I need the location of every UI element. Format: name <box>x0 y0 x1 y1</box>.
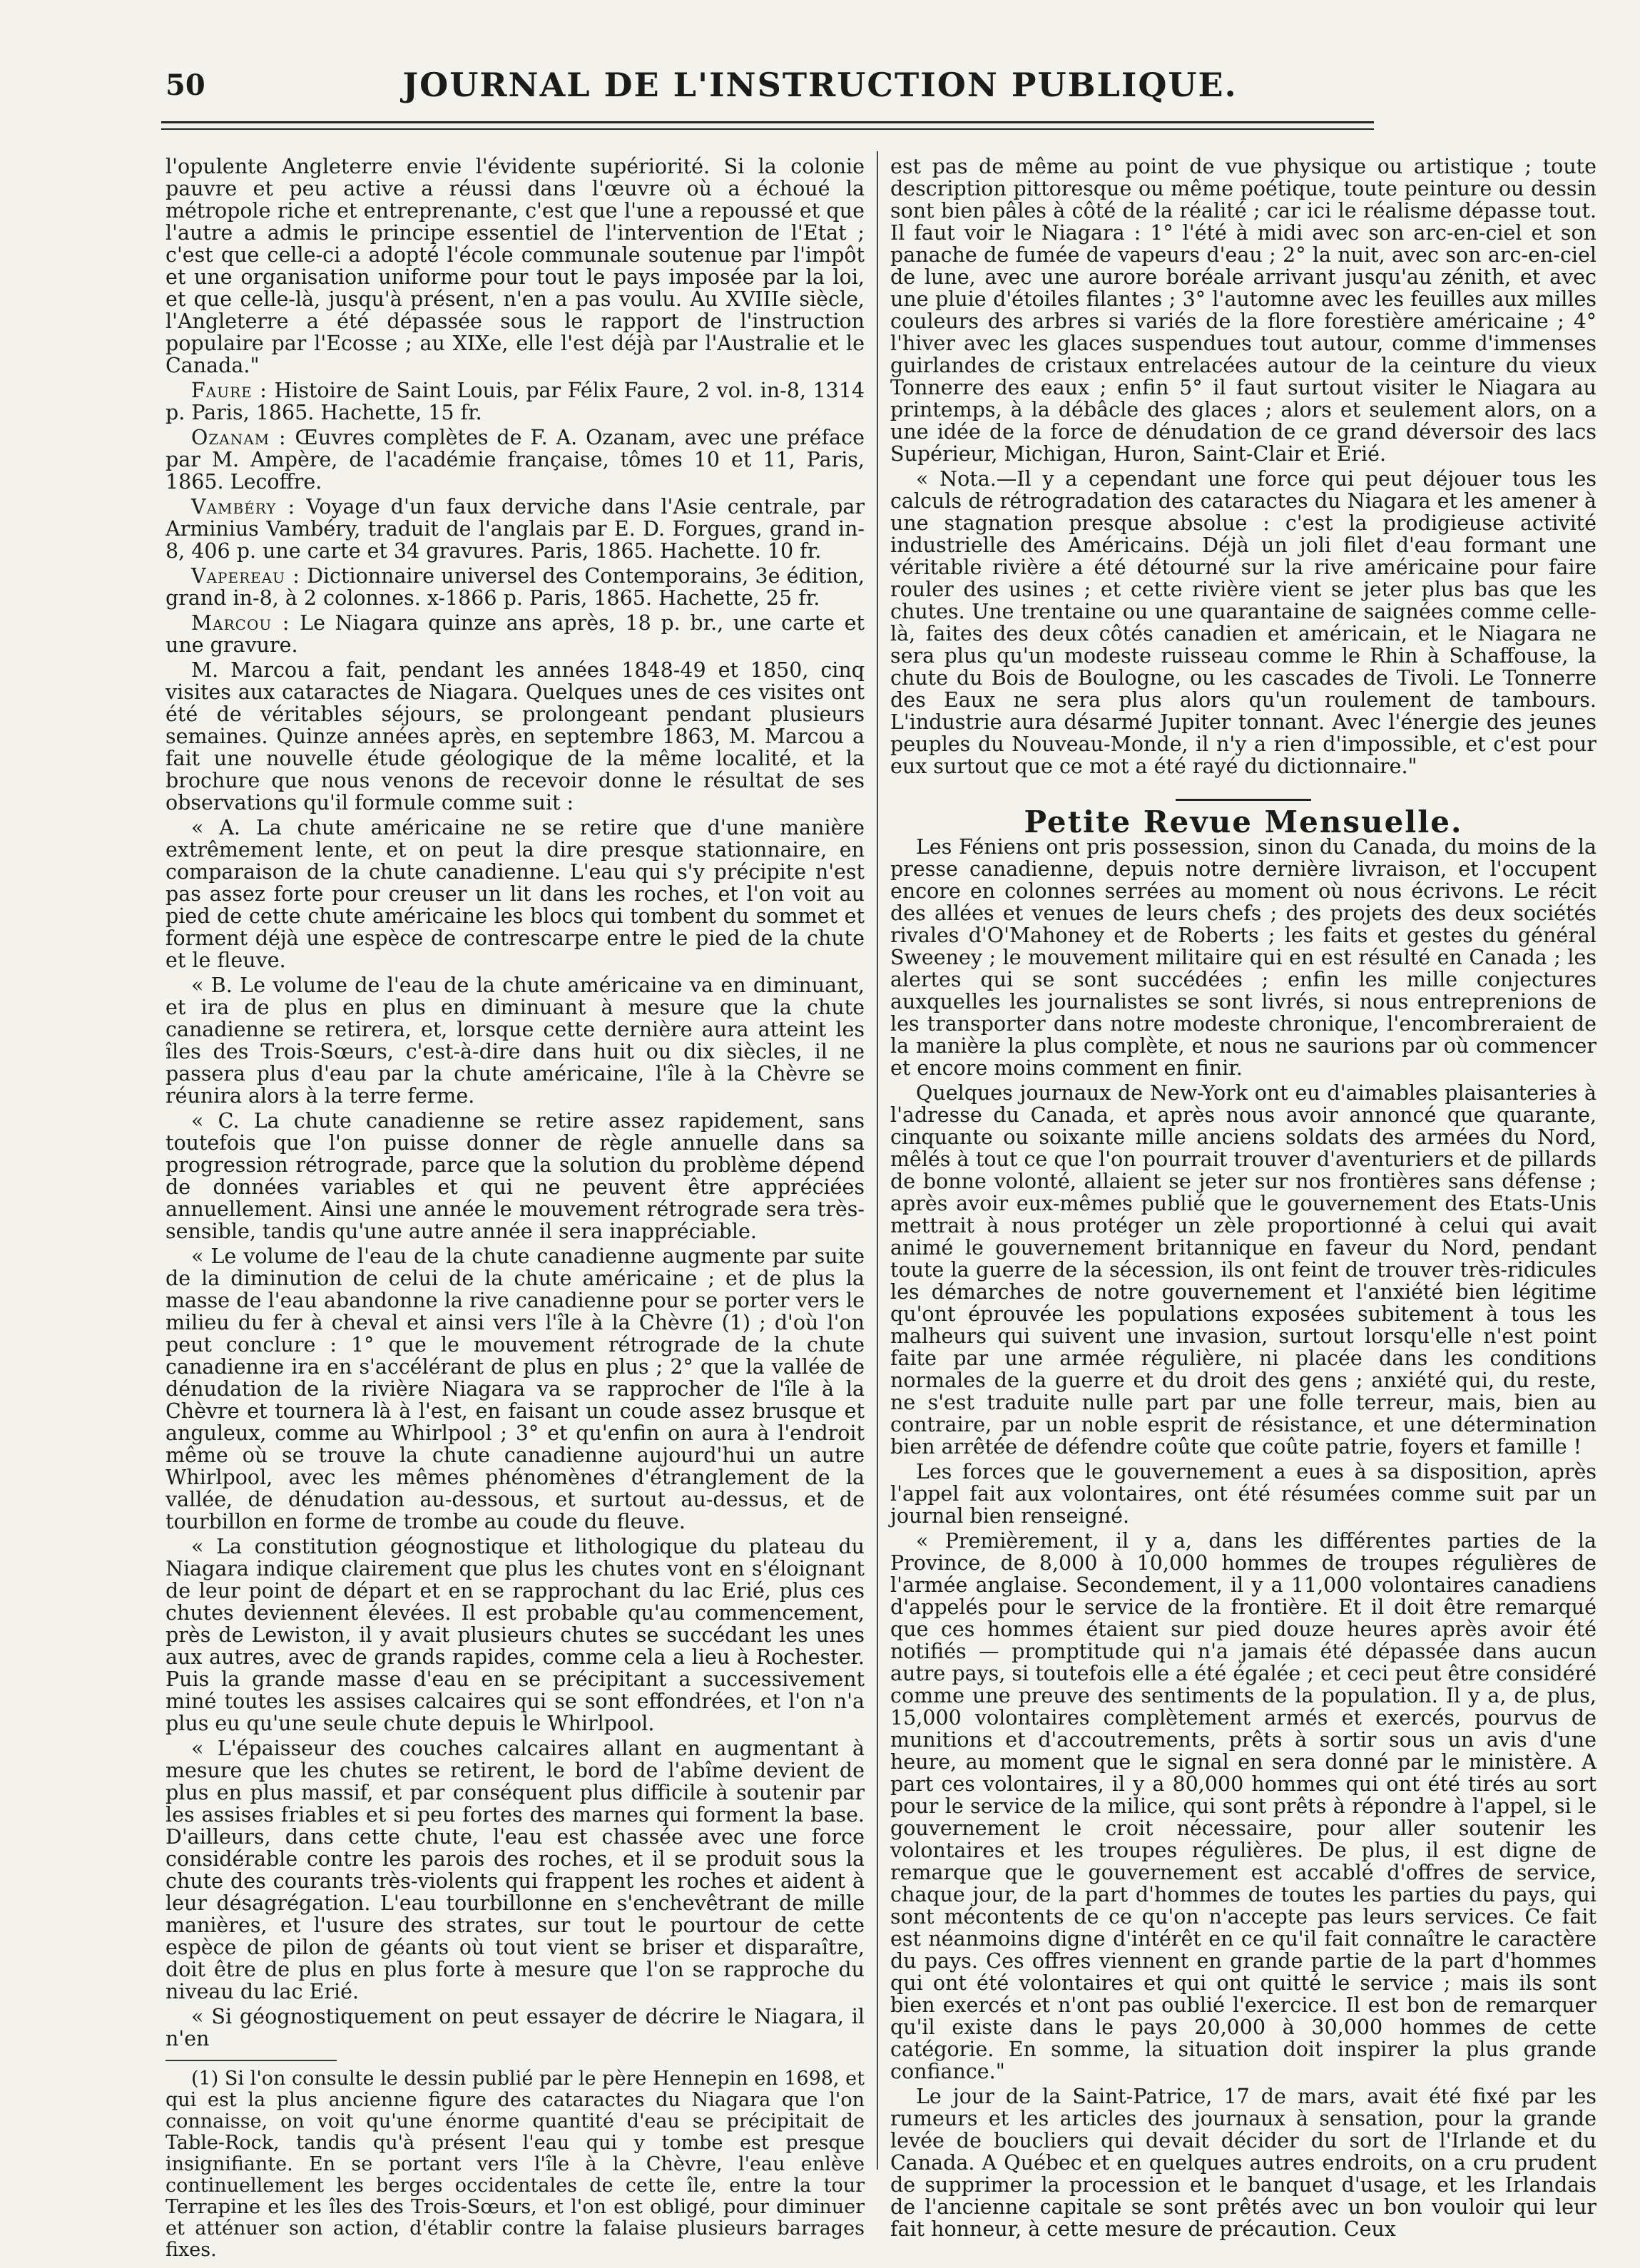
body-paragraph: « Premièrement, il y a, dans les différentes parties de la Province, de 8,000 à 10,000 hommes de troupes régulières de l'armée anglaise. Secondement, il y a 11,000 volontaires canadiens d'appelés pour le service de la frontière. Et il doit être remarqué que ces hommes étaient sur pied douze heures après avoir été notifiés — promptitude qui n'a jamais été dépassée dans aucun autre pays, si toutefois elle a été égalée ; et ceci peut être considéré comme une preuve des sentiments de la population. Il y a, de plus, 15,000 volontaires complètement armés et exercés, pourvus de munitions et d'accoutrements, prêts à sortir sous un avis d'une heure, au moment que le signal en sera donné par le ministère. A part ces volontaires, il y a 80,000 hommes qui ont été tirés au sort pour le service de la milice, qui sont prêts à répondre à l'appel, si le gouvernement le croit nécessaire, pour aller soutenir les volontaires et les troupes régulières. De plus, il est digne de remarque que le gouvernement est accablé d'offres de service, chaque jour, de la part d'hommes de toutes les parties du pays, qui sont mécontents de ce qu'on n'accepte pas leurs services. Ce fait est néanmoins digne d'intérêt en ce qu'il fait connaître le caractère du pays. Ces offres viennent en grande partie de la part d'hommes qui ont été volontaires et qui ont quitté le service ; mais ils sont bien exercés et n'ont pas oublié l'exercice. Il est bon de remarquer qu'il existe dans le pays 20,000 à 30,000 hommes de cette catégorie. En somme, la situation doit inspirer la plus grande confiance." <box>890 1529 1597 2083</box>
body-paragraph: « C. La chute canadienne se retire assez rapidement, sans toutefois que l'on puisse donner de règle annuelle dans sa progression rétrograde, parce que la solution du problème dépend de données variables et qui ne peuvent être appréciées annuellement. Ainsi une année le mouvement rétrograde sera très-sensible, tandis qu'une autre année il sera inappréciable. <box>165 1109 865 1243</box>
entry-text: Voyage d'un faux derviche dans l'Asie centrale, par Arminius Vambéry, traduit de l'anglais par E. D. Forgues, grand in-8, 406 p. une carte et 34 gravures. Paris, 1865. Hachette. 10 fr. <box>165 495 865 563</box>
body-paragraph: Les forces que le gouvernement a eues à sa disposition, après l'appel fait aux volontaires, ont été résumées comme suit par un journal bien renseigné. <box>890 1460 1596 1528</box>
body-paragraph: est pas de même au point de vue physique ou artistique ; toute description pittoresque ou même poétique, toute peinture ou dessin sont bien pâles à côté de la réalité ; car ici le réalisme dépasse tout. Il faut voir le Niagara : 1° l'été à midi avec son arc-en-ciel et son panache de fumée de vapeurs d'eau ; 2° la nuit, avec son arc-en-ciel de lune, avec une aurore boréale arrivant jusqu'au zénith, et avec une pluie d'étoiles filantes ; 3° l'automne avec les feuilles aux milles couleurs des arbres si variés de la flore forestière américaine ; 4° l'hiver avec les glaces suspendues tout autour, comme d'immenses guirlandes de cristaux entrelacées autour de la ceinture du vieux Tonnerre des eaux ; enfin 5° il faut surtout visiter le Niagara au printemps, à la débâcle des glaces ; alors et seulement alors, on a une idée de la force de dénudation de ce grand déversoir des lacs Supérieur, Michigan, Huron, Saint-Clair et Erié. <box>890 155 1596 466</box>
section-rule <box>1176 799 1311 801</box>
bibliography-entry <box>165 379 865 424</box>
left-column <box>165 155 865 2261</box>
entry-text: Le Niagara quinze ans après, 18 p. br., une carte et une gravure. <box>165 611 865 657</box>
body-paragraph: « Le volume de l'eau de la chute canadienne augmente par suite de la diminution de celui de la chute américaine ; et de plus la masse de l'eau abandonne la rive canadienne pour se porter vers le milieu du fer à cheval et ainsi vers l'île à la Chèvre (1) ; d'où l'on peut conclure : 1° que le mouvement rétrograde de la chute canadienne ira en s'accélérant de plus en plus ; 2° que la vallée de dénudation de la rivière Niagara va se rapprocher de l'île à la Chèvre et tournera là à l'est, en faisant un coude assez brusque et anguleux, comme au Whirlpool ; 3° et qu'enfin on aura à l'endroit même où se trouve la chute canadienne aujourd'hui un autre Whirlpool, avec les mêmes phénomènes d'étranglement de la vallée, de dénudation au-dessous, et surtout au-dessus, et de tourbillon en forme de trombe au coude du fleuve. <box>165 1245 865 1533</box>
body-paragraph: « Si géognostiquement on peut essayer de décrire le Niagara, il n'en <box>165 2005 865 2050</box>
body-paragraph: « A. La chute américaine ne se retire que d'une manière extrêmement lente, et on peut la dire presque stationnaire, en comparaison de la chute canadienne. L'eau qui s'y précipite n'est pas assez forte pour creuser un lit dans les roches, et l'on voit au pied de cette chute américaine les blocs qui tombent du sommet et forment déjà une espèce de contrescarpe entre le pied de la chute et le fleuve. <box>165 816 865 972</box>
entry-label: Faure : <box>191 379 268 402</box>
running-head-title: JOURNAL DE L'INSTRUCTION PUBLIQUE. <box>402 66 1238 104</box>
right-column <box>890 155 1597 2241</box>
section-title: Petite Revue Mensuelle. <box>1024 804 1463 839</box>
bibliography-entry <box>165 565 865 609</box>
body-paragraph: Les Féniens ont pris possession, sinon du Canada, du moins de la presse canadienne, depuis notre dernière livraison, et l'occupent encore en colonnes serrées au moment où nous écrivons. Le récit des allées et venues de leurs chefs ; des projets des deux sociétés rivales d'O'Mahoney et de Roberts ; les faits et gestes du général Sweeney ; le mouvement militaire qui en est résulté en Canada ; les alertes qui se sont succédées ; enfin les mille conjectures auxquelles les journalistes se sont livrés, si nous entreprenions de les transporter dans notre modeste chronique, l'encombreraient de la manière la plus complète, et nous ne saurions par où commencer et encore moins comment en finir. <box>890 835 1596 1080</box>
entry-label: Ozanam : <box>191 426 287 449</box>
entry-text: Dictionnaire universel des Contemporains, 3e édition, grand in-8, à 2 colonnes. x-1866 p. Paris, 1865. Hachette, 25 fr. <box>165 564 865 610</box>
bibliography-entry <box>165 496 865 562</box>
entry-label: Marcou : <box>191 611 290 635</box>
footnote: (1) Si l'on consulte le dessin publié par le père Hennepin en 1698, et qui est la plus ancienne figure des cataractes du Niagara que l'on connaisse, on voit qu'une énorme quantité d'eau se précipitait de Table-Rock, tandis qu'à présent l'eau qui y tombe est presque insignifiante. En se portant vers l'île à la Chèvre, l'eau enlève continuellement les berges occidentales de cette île, entre la tour Terrapine et les îles des Trois-Sœurs, et l'on est obligé, pour diminuer et atténuer son action, d'établir contre la falaise plusieurs barrages fixes. <box>165 2068 865 2261</box>
page-number: 50 <box>165 68 205 102</box>
bibliography-entry <box>165 612 865 656</box>
body-paragraph: « Nota.—Il y a cependant une force qui peut déjouer tous les calculs de rétrogradation des cataractes du Niagara et les amener à une stagnation presque absolue : c'est la prodigieuse activité industrielle des Américains. Déjà un joli filet d'eau formant une véritable rivière a été détourné sur la rive américaine pour faire rouler des usines ; et cette rivière vient se jeter plus bas que les chutes. Une trentaine ou une quarantaine de saignées comme celle-là, faites des deux côtés canadien et américain, et le Niagara ne sera plus qu'un modeste ruisseau comme le Rhin à Schaffouse, la chute du Bois de Boulogne, ou les cascades de Tivoli. Le Tonnerre des Eaux ne sera plus alors qu'un roulement de tambours. L'industrie aura désarmé Jupiter tonnant. Avec l'énergie des jeunes peuples du Nouveau-Monde, il n'y a rien d'impossible, et c'est pour eux surtout que ce mot a été rayé du dictionnaire." <box>890 467 1596 778</box>
footnote-rule <box>165 2060 337 2061</box>
bibliography-entry <box>165 426 865 493</box>
header-rule-top <box>161 121 1374 123</box>
entry-label: Vapereau : <box>191 564 300 588</box>
body-paragraph: M. Marcou a fait, pendant les années 1848-49 et 1850, cinq visites aux cataractes de Niagara. Quelques unes de ces visites ont été de véritables séjours, se prolongeant pendant plusieurs semaines. Quinze années après, en septembre 1863, M. Marcou a fait une nouvelle étude géologique de la même localité, et la brochure que nous venons de recevoir donne le résultat de ses observations qu'il formule comme suit : <box>165 658 865 814</box>
body-paragraph: « La constitution géognostique et lithologique du plateau du Niagara indique clairement que plus les chutes vont en s'éloignant de leur point de départ et en se rapprochant du lac Erié, plus ces chutes deviennent élevées. Il est probable qu'au commencement, près de Lewiston, il y avait plusieurs chutes se succédant les unes aux autres, avec de grands rapides, comme cela a lieu à Rochester. Puis la grande masse d'eau en se précipitant a successivement miné toutes les assises calcaires qui se sont effondrées, et l'on n'a plus eu qu'une seule chute depuis le Whirlpool. <box>165 1535 865 1735</box>
body-paragraph: Le jour de la Saint-Patrice, 17 de mars, avait été fixé par les rumeurs et les articles des journaux à sensation, pour la grande levée de boucliers qui devait décider du sort de l'Irlande et du Canada. A Québec et en quelques autres endroits, on a cru prudent de supprimer la procession et le banquet d'usage, et les Irlandais de l'ancienne capitale se sont prêtés avec un bon vouloir qui leur fait honneur, à cette mesure de précaution. Ceux <box>890 2085 1596 2241</box>
entry-label: Vambéry : <box>191 495 296 519</box>
header-rule-bottom <box>161 128 1374 130</box>
entry-text: Histoire de Saint Louis, par Félix Faure, 2 vol. in-8, 1314 p. Paris, 1865. Hachette, 15 fr. <box>165 379 865 424</box>
body-paragraph: Quelques journaux de New-York ont eu d'aimables plaisanteries à l'adresse du Canada, et après nous avoir annoncé que quarante, cinquante ou soixante mille anciens soldats des armées du Nord, mêlés à tout ce que l'on pourrait trouver d'aventuriers et de pillards de bonne volonté, allaient se jeter sur nos frontières sans défense ; après avoir eux-mêmes publié que le gouvernement des Etats-Unis mettrait à nous protéger un zèle proportionné à celui qui avait animé le gouvernement britannique en faveur du Nord, pendant toute la guerre de la sécession, ils ont feint de trouver très-ridicules les démarches de notre gouvernement et l'anxiété bien légitime qu'ont éprouvée les populations exposées subitement à tous les malheurs qui suivent une invasion, surtout lorsqu'elle n'est point faite par une armée régulière, ni placée dans les conditions normales de la guerre et du droit des gens ; anxiété qui, du reste, ne s'est traduite nulle part par une folle terreur, mais, bien au contraire, par un noble esprit de résistance, et une détermination bien arrêtée de défendre coûte que coûte patrie, foyers et famille ! <box>890 1081 1596 1459</box>
column-divider <box>877 151 878 2170</box>
body-paragraph: « B. Le volume de l'eau de la chute américaine va en diminuant, et ira de plus en plus en diminuant à mesure que la chute canadienne se retirera, et, lorsque cette dernière aura atteint les îles des Trois-Sœurs, c'est-à-dire dans huit ou dix siècles, il ne passera plus d'eau par la chute américaine, l'île à la Chèvre se réunira alors à la terre ferme. <box>165 974 865 1108</box>
body-paragraph: « L'épaisseur des couches calcaires allant en augmentant à mesure que les chutes se retirent, le bord de l'abîme devient de plus en plus massif, et par conséquent plus difficile à soutenir par les assises friables et si peu fortes des marnes qui forment la base. D'ailleurs, dans cette chute, l'eau est chassée avec une force considérable contre les parois des roches, et il se produit sous la chute des courants très-violents qui frappent les roches et aident à leur désagrégation. L'eau tourbillonne en s'enchevêtrant de mille manières, et l'usure des strates, sur tout le pourtour de cette espèce de pilon de géants où tout vient se briser et disparaître, doit être de plus en plus forte à mesure que l'on se rapproche du niveau du lac Erié. <box>165 1737 865 2003</box>
entry-text: Œuvres complètes de F. A. Ozanam, avec une préface par M. Ampère, de l'académie française, tômes 10 et 11, Paris, 1865. Lecoffre. <box>165 426 865 494</box>
intro-paragraph: l'opulente Angleterre envie l'évidente supériorité. Si la colonie pauvre et peu active a réussi dans l'œuvre où a échoué la métropole riche et entreprenante, c'est que l'une a repoussé et que l'autre a admis le principe essentiel de l'intervention de l'Etat ; c'est que celle-ci a adopté l'école communale soutenue par l'impôt et une organisation uniforme pour tout le pays imposée par la loi, et que celle-là, jusqu'à présent, n'en a pas voulu. Au XVIIIe siècle, l'Angleterre a été dépassée sous le rapport de l'instruction populaire par l'Ecosse ; au XIXe, elle l'est déjà par l'Australie et le Canada." <box>165 155 865 377</box>
